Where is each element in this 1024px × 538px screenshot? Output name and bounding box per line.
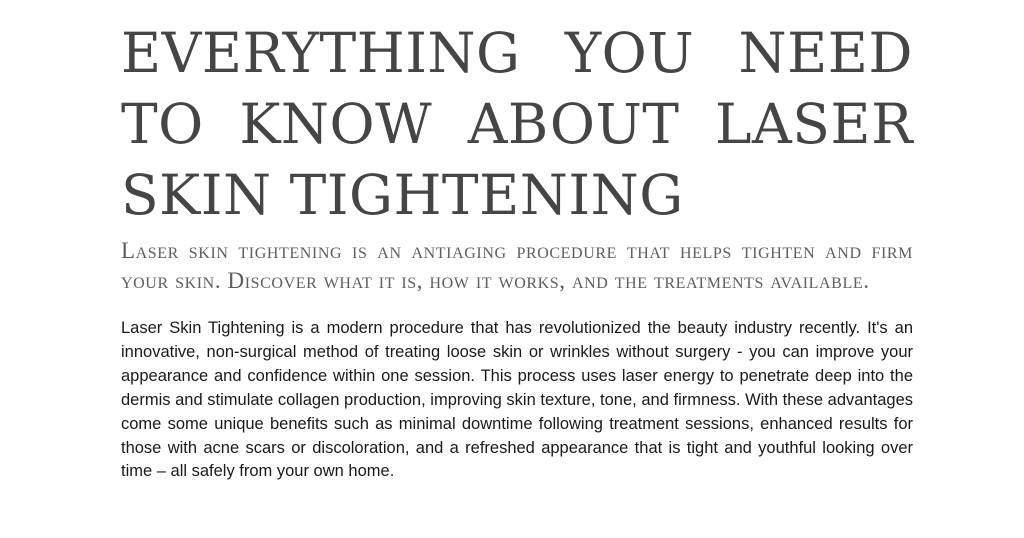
article-body: Laser Skin Tightening is a modern procedure that has revolutionized the beauty industry recently. It's an innovative, non-surgical method of treating loose skin or wrinkles without surgery - you can improve your appearance and confidence within one session. This process uses laser energy to penetrate deep into the dermis and stimulate collagen production, improving skin texture, tone, and firmness. With these advantages come some unique benefits such as minimal downtime following treatment sessions, enhanced results for those with acne scars or discoloration, and a refreshed appearance that is tight and youthful looking over time – all safely from your own home. <box>121 319 913 481</box>
article-subtitle: Laser skin tightening is an antiaging procedure that helps tighten and firm your skin. Discover what it is, how it works, and the treatments available. <box>121 238 913 293</box>
article-title: EVERYTHING YOU NEED TO KNOW ABOUT LASER SKIN TIGHTENING <box>121 21 913 227</box>
article <box>121 18 913 484</box>
